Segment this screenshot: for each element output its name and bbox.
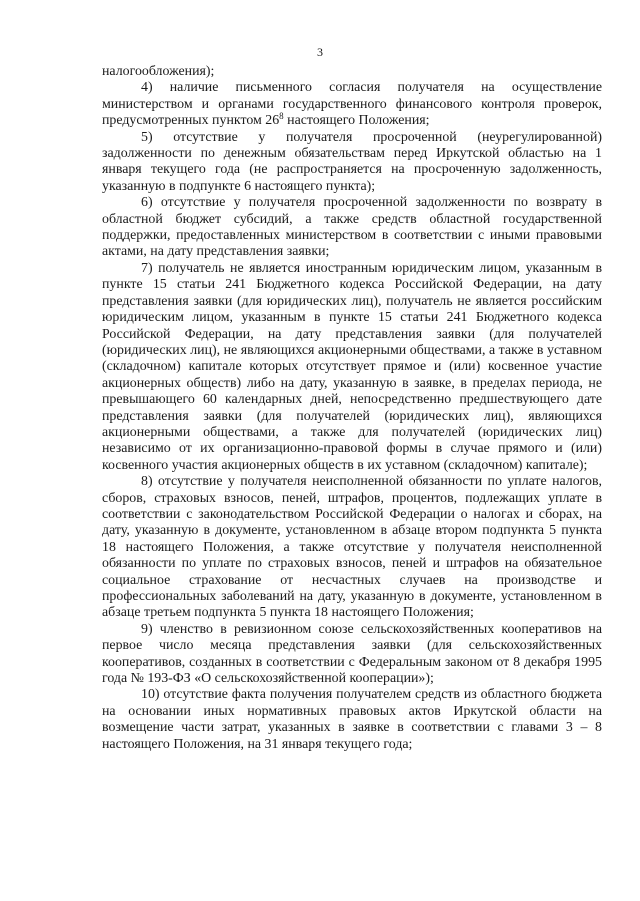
paragraph-item-4-text: 4) наличие письменного согласия получателя на осуществление министерством и органами государственного финансового контроля проверок, предусмотренных пунктом 26 bbox=[102, 80, 602, 129]
paragraph-item-4-superscript: 8 bbox=[279, 111, 284, 122]
document-body bbox=[102, 64, 602, 753]
paragraph-item-10: 10) отсутствие факта получения получателем средств из областного бюджета на основании иных нормативных правовых актов Иркутской области на возмещение части затрат, указанных в заявке в соответствии с главами 3 – 8 настоящего Положения, на 31 января текущего года; bbox=[102, 687, 602, 752]
paragraph-item-7: 7) получатель не является иностранным юридическим лицом, указанным в пункте 15 статьи 241 Бюджетного кодекса Российской Федерации, на дату представления заявки (для юридических лиц), получатель не является российским юридическим лицом, указанным в пункте 15 статьи 241 Бюджетного кодекса Российской Федерации, на дату представления заявки (для получателей (юридических лиц), не являющихся акционерными обществами, а также в уставном (складочном) капитале которых отсутствует прямое и (или) косвенное участие акционерных обществ) либо на дату, указанную в заявке, в пределах периода, не превышающего 60 календарных дней, непосредственно предшествующего дате представления заявки (для получателей (юридических лиц), являющихся акционерными обществами, а также для получателей (юридических лиц) независимо от их организационно-правовой формы в случае прямого и (или) косвенного участия акционерных обществ в их уставном (складочном) капитале); bbox=[102, 260, 602, 473]
paragraph-item-8: 8) отсутствие у получателя неисполненной обязанности по уплате налогов, сборов, страховых взносов, пеней, штрафов, процентов, подлежащих уплате в соответствии с законодательством Российской Федерации о налогах и сборах, на дату, указанную в документе, установленном в абзаце втором подпункта 5 пункта 18 настоящего Положения, а также отсутствие у получателя неисполненной обязанности по уплате по страховых взносов, пеней и штрафов на обязательное социальное страхование от несчастных случаев на производстве и профессиональных заболеваний на дату, указанную в документе, установленном в абзаце третьем подпункта 5 пункта 18 настоящего Положения; bbox=[102, 474, 602, 621]
paragraph-item-5: 5) отсутствие у получателя просроченной (неурегулированной) задолженности по денежным обязательствам перед Иркутской областью на 1 января текущего года (не распространяется на просроченную задолженность, указанную в подпункте 6 настоящего пункта); bbox=[102, 129, 602, 194]
paragraph-item-4 bbox=[102, 80, 602, 129]
page-number: 3 bbox=[317, 45, 323, 59]
paragraph-item-6: 6) отсутствие у получателя просроченной задолженности по возврату в областной бюджет субсидий, а также средств областной государственной поддержки, предоставленных министерством в соответствии с иными правовыми актами, на дату представления заявки; bbox=[102, 195, 602, 260]
paragraph-item-9: 9) членство в ревизионном союзе сельскохозяйственных кооперативов на первое число месяца представления заявки (для сельскохозяйственных кооперативов, созданных в соответствии с Федеральным законом от 8 декабря 1995 года № 193-ФЗ «О сельскохозяйственной кооперации»); bbox=[102, 621, 602, 687]
paragraph-item-4-text-end: настоящего Положения; bbox=[283, 113, 430, 129]
paragraph-continuation: налогообложения); bbox=[102, 64, 215, 79]
